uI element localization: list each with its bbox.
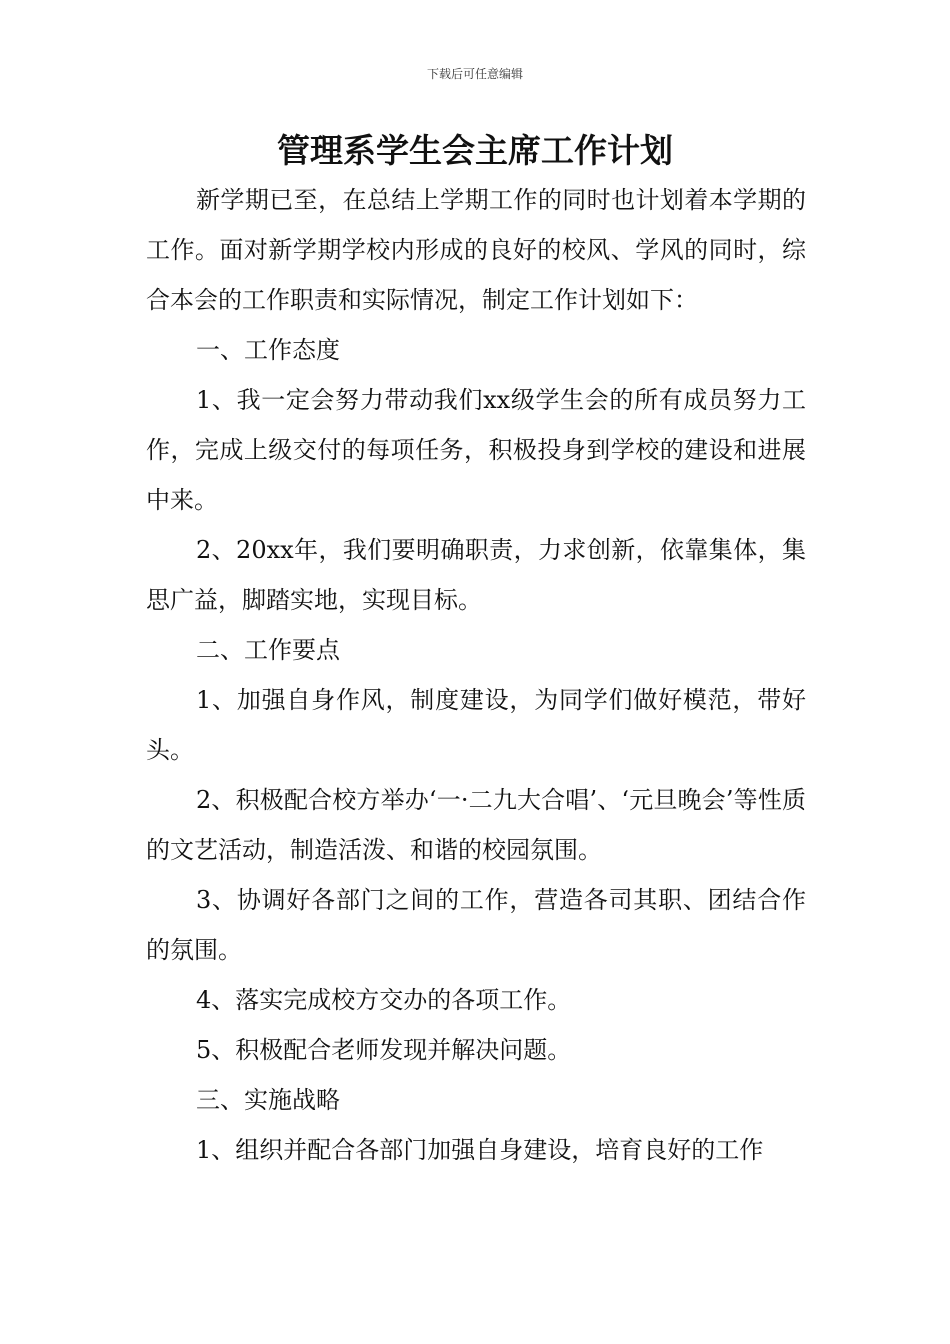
section-heading-strategy: 三、实施战略: [196, 1086, 340, 1114]
body-paragraph: 4、落实完成校方交办的各项工作。: [196, 986, 572, 1014]
body-paragraph: 3、协调好各部门之间的工作，营造各司其职、团结合作的氛围。: [146, 886, 806, 964]
body-paragraph: 5、积极配合老师发现并解决问题。: [196, 1036, 572, 1064]
header-note: 下载后可任意编辑: [426, 67, 523, 81]
document-title: 管理系学生会主席工作计划: [277, 131, 673, 170]
body-paragraph: 1、加强自身作风，制度建设，为同学们做好模范，带好头。: [146, 686, 806, 764]
body-paragraph: 2、20xx年，我们要明确职责，力求创新，依靠集体，集思广益，脚踏实地，实现目标。: [146, 536, 806, 614]
section-heading-key-points: 二、工作要点: [196, 636, 340, 664]
body-paragraph: 1、我一定会努力带动我们xx级学生会的所有成员努力工作，完成上级交付的每项任务，积极投身到学校的建设和进展中来。: [146, 386, 806, 514]
document-body: [146, 175, 806, 1175]
body-paragraph: 2、积极配合校方举办‘一·二九大合唱’、‘元旦晚会’等性质的文艺活动，制造活泼、和谐的校园氛围。: [146, 786, 806, 864]
intro-paragraph: 新学期已至，在总结上学期工作的同时也计划着本学期的工作。面对新学期学校内形成的良好的校风、学风的同时，综合本会的工作职责和实际情况，制定工作计划如下：: [146, 186, 806, 314]
section-heading-attitude: 一、工作态度: [196, 336, 340, 364]
body-paragraph: 1、组织并配合各部门加强自身建设，培育良好的工作: [196, 1136, 764, 1164]
